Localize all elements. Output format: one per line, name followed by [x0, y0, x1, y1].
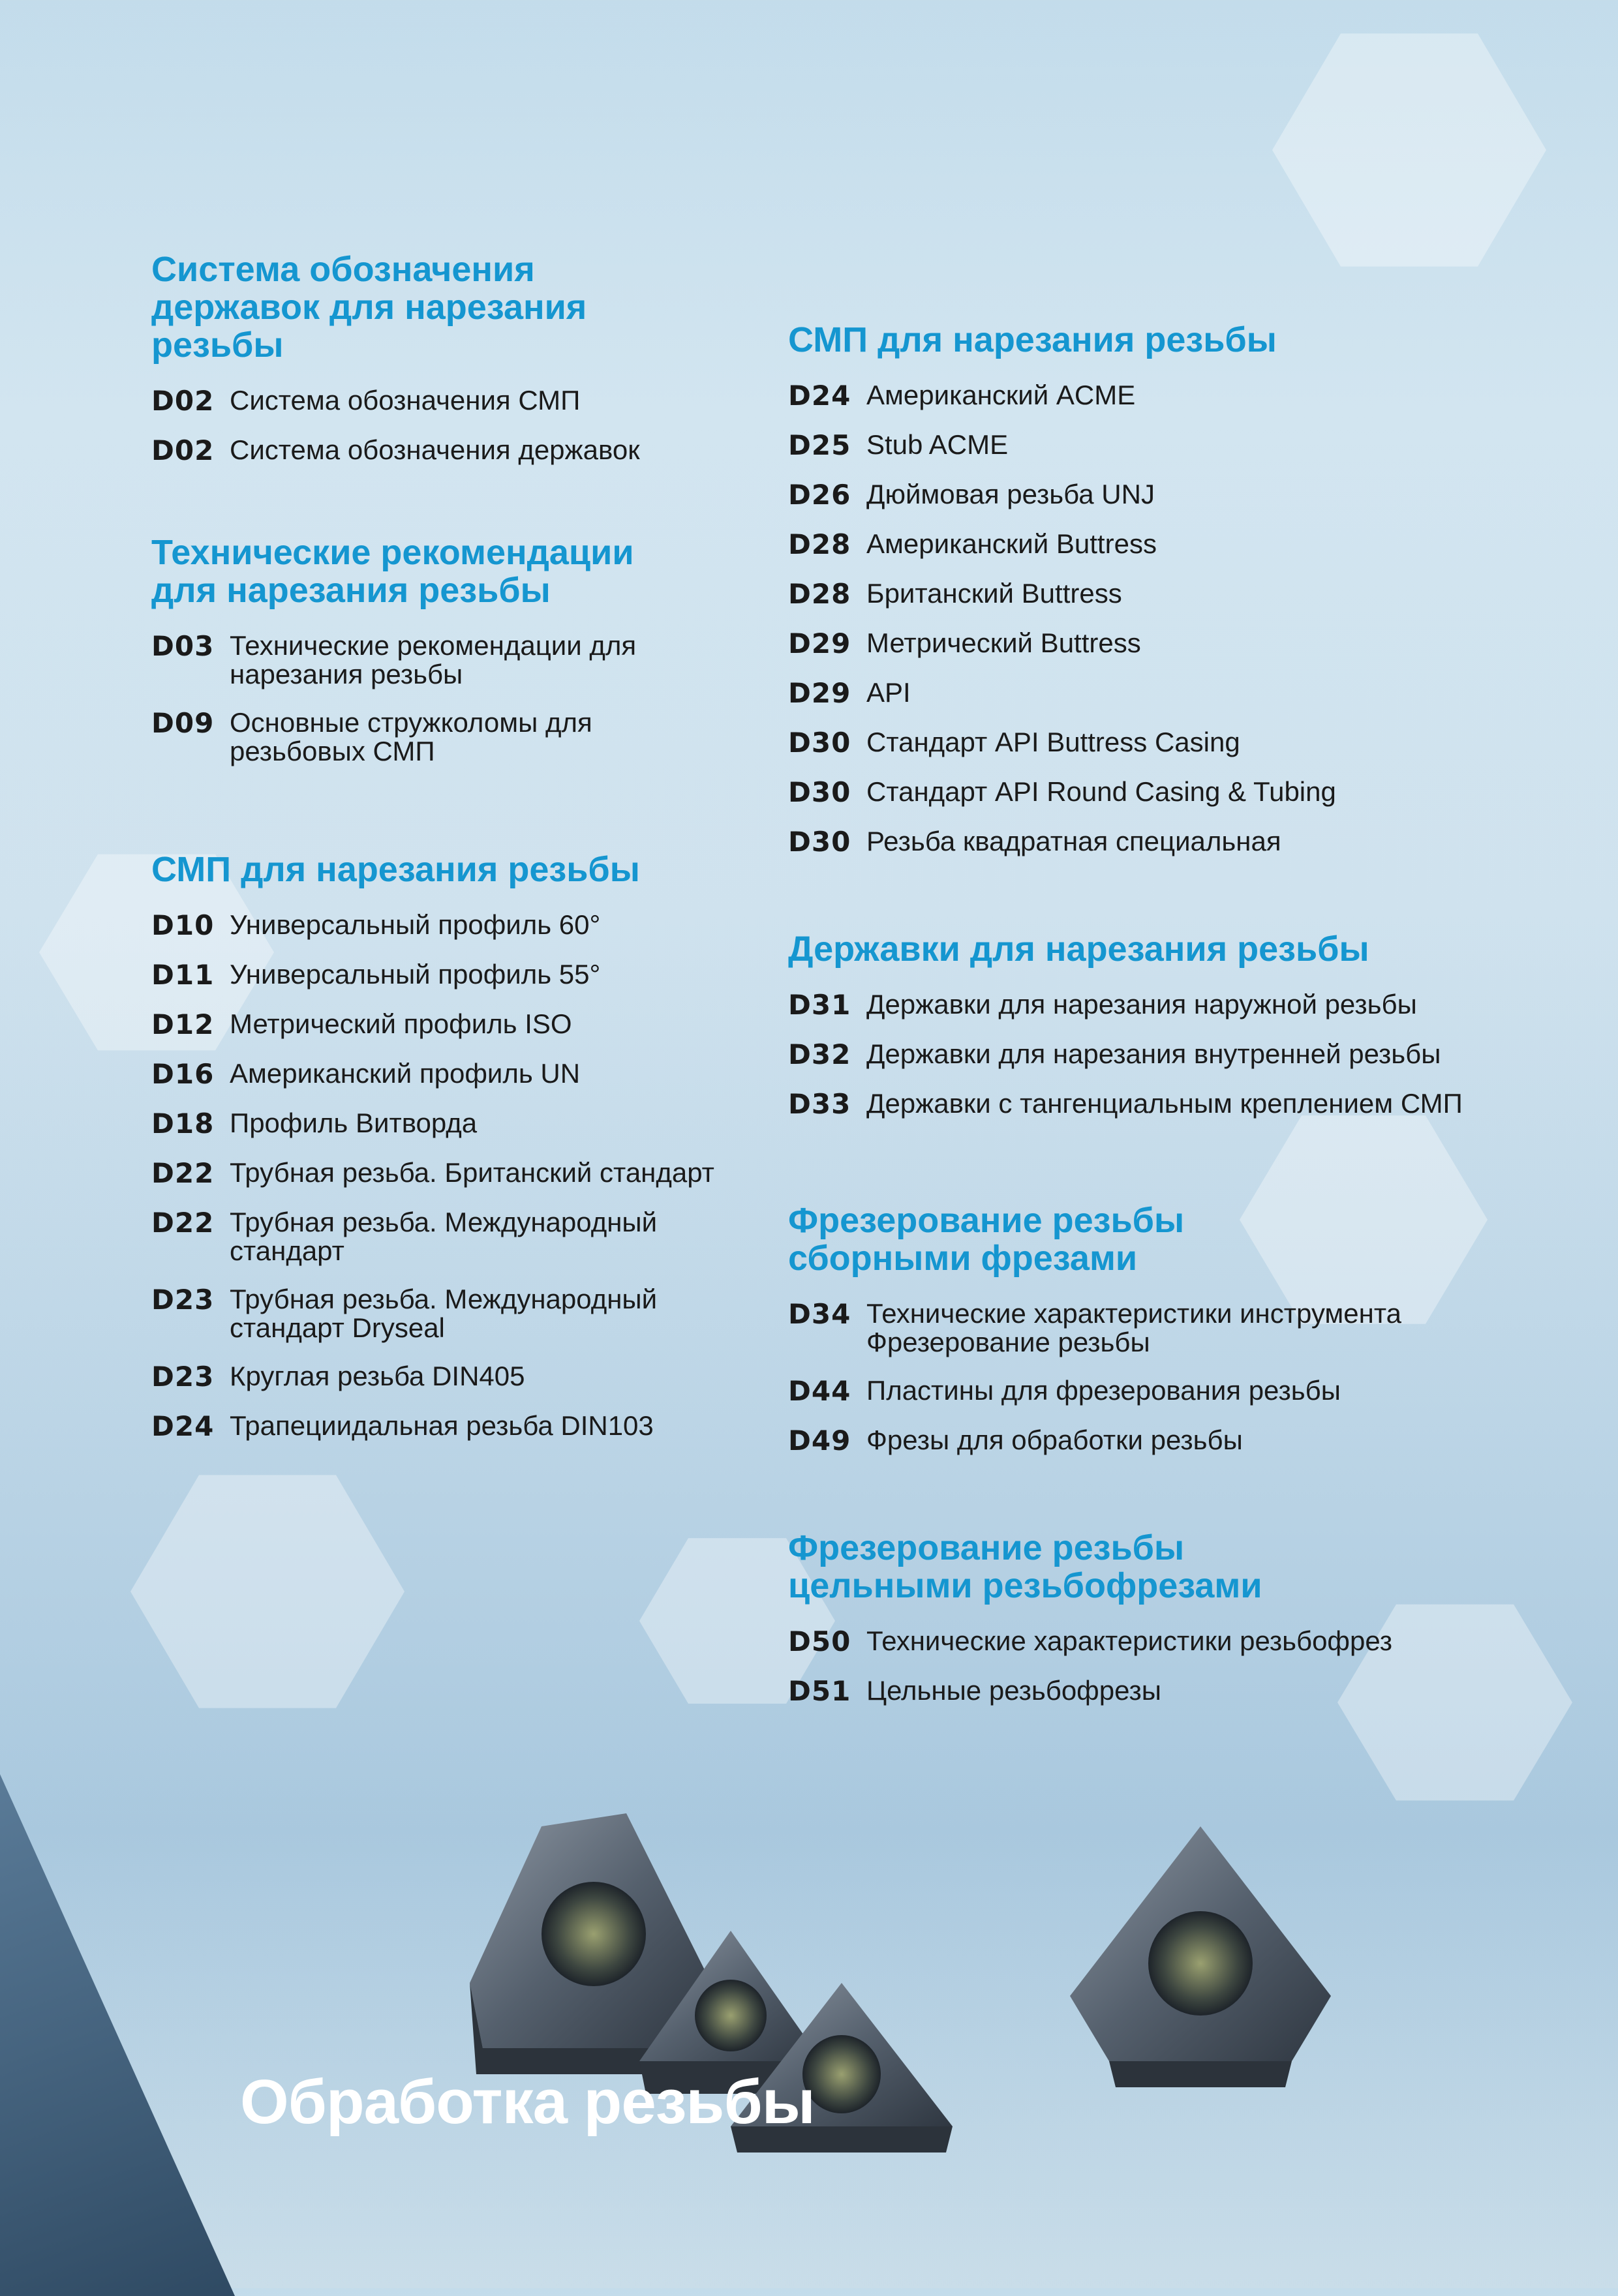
bokeh-shape	[1272, 26, 1546, 274]
entry-title: Американский профиль UN	[230, 1058, 581, 1089]
entry-title: Метрический Buttress	[866, 627, 1141, 658]
page-code: D11	[151, 959, 215, 991]
toc-entry[interactable]	[788, 728, 1493, 758]
section-heading: Технические рекомендации для нарезания резьбы	[151, 533, 634, 610]
page-code: D22	[151, 1207, 215, 1239]
page-code: D29	[788, 627, 851, 659]
page-code: D30	[788, 826, 851, 858]
page-code: D49	[788, 1425, 851, 1457]
section-heading: Державки для нарезания резьбы	[788, 929, 1369, 969]
page-code: D44	[788, 1375, 851, 1407]
toc-entry[interactable]	[788, 1426, 1571, 1456]
toc-entry[interactable]	[788, 1376, 1571, 1406]
entry-title: Технические рекомендации для нарезания резьбы	[230, 630, 637, 689]
toc-entry[interactable]	[151, 436, 856, 466]
page-code: D50	[788, 1625, 851, 1657]
page-code: D18	[151, 1108, 215, 1140]
entry-title: Фрезы для обработки резьбы	[866, 1425, 1243, 1455]
toc-entry[interactable]	[151, 911, 856, 941]
page-title: Обработка резьбы	[240, 2067, 815, 2137]
page-code: D12	[151, 1008, 215, 1040]
page-code: D30	[788, 776, 851, 808]
toc-entry[interactable]	[788, 629, 1493, 659]
entry-title: Державки с тангенциальным креплением СМП	[866, 1088, 1463, 1119]
entry-title: Цельные резьбофрезы	[866, 1675, 1161, 1706]
toc-entry[interactable]	[788, 1676, 1571, 1706]
toc-entry[interactable]	[151, 631, 856, 689]
toc-entry[interactable]	[151, 1412, 856, 1442]
page-code: D09	[151, 707, 215, 739]
section-tech-recommendations	[151, 534, 856, 785]
toc-entry[interactable]	[788, 990, 1571, 1020]
page-code: D25	[788, 429, 851, 461]
entry-title: Американский ACME	[866, 380, 1136, 410]
entry-title: Стандарт API Buttress Casing	[866, 727, 1240, 757]
entry-title: Технические характеристики резьбофрез	[866, 1625, 1393, 1656]
toc-entry[interactable]	[151, 1059, 856, 1089]
entry-title: Метрический профиль ISO	[230, 1008, 572, 1039]
section-heading: Фрезерование резьбы сборными фрезами	[788, 1201, 1185, 1278]
entry-title: Круглая резьба DIN405	[230, 1361, 525, 1391]
section-inserts-right	[788, 321, 1493, 877]
section-holder-designation	[151, 250, 856, 485]
toc-entry[interactable]	[788, 530, 1493, 560]
entry-title: Технические характеристики инструмента Фрезерование резьбы	[866, 1298, 1401, 1357]
toc-entry[interactable]	[151, 1285, 856, 1342]
page-code: D28	[788, 528, 851, 560]
entry-title: Трапециидальная резьба DIN103	[230, 1410, 654, 1441]
section-heading: Фрезерование резьбы цельными резьбофрезами	[788, 1528, 1262, 1605]
insert-right	[1070, 1826, 1331, 2087]
toc-entry[interactable]	[151, 386, 856, 416]
page-code: D03	[151, 630, 215, 662]
entry-title: Stub ACME	[866, 429, 1009, 460]
toc-entry[interactable]	[788, 381, 1493, 411]
page-code: D24	[151, 1410, 215, 1442]
page-code: D29	[788, 677, 851, 709]
page-code: D24	[788, 380, 851, 412]
toc-entry[interactable]	[788, 480, 1493, 510]
entry-title: Британский Buttress	[866, 578, 1122, 609]
toc-entry[interactable]	[788, 678, 1493, 708]
page-code: D33	[788, 1088, 851, 1120]
page-code: D02	[151, 434, 215, 466]
page-code: D34	[788, 1298, 851, 1330]
entry-title: Резьба квадратная специальная	[866, 826, 1281, 856]
entry-title: Дюймовая резьба UNJ	[866, 479, 1155, 509]
page-code: D02	[151, 385, 215, 417]
section-heading: Система обозначения державок для нарезания резьбы	[151, 250, 587, 365]
section-inserts-left	[151, 851, 856, 1461]
toc-entry[interactable]	[151, 1208, 856, 1265]
page-code: D26	[788, 479, 851, 511]
entry-title: Американский Buttress	[866, 528, 1157, 559]
page-code: D10	[151, 909, 215, 941]
page-code: D22	[151, 1157, 215, 1189]
toc-entry[interactable]	[151, 1362, 856, 1392]
toc-entry[interactable]	[788, 827, 1493, 857]
page-code: D30	[788, 727, 851, 759]
toc-entry[interactable]	[151, 1010, 856, 1040]
section-holders	[788, 930, 1571, 1139]
section-indexable-milling	[788, 1201, 1571, 1475]
entry-title: Трубная резьба. Международный стандарт	[230, 1207, 658, 1266]
toc-entry[interactable]	[788, 1040, 1571, 1070]
entry-title: Универсальный профиль 55°	[230, 959, 601, 989]
page-code: D51	[788, 1675, 851, 1707]
page-code: D23	[151, 1284, 215, 1316]
section-heading: СМП для нарезания резьбы	[151, 850, 640, 889]
toc-entry[interactable]	[151, 1109, 856, 1139]
page-code: D23	[151, 1361, 215, 1393]
toc-entry[interactable]	[788, 430, 1493, 461]
section-solid-milling	[788, 1529, 1571, 1726]
entry-title: Основные стружколомы для резьбовых СМП	[230, 707, 592, 766]
toc-entry[interactable]	[788, 778, 1493, 808]
entry-title: Стандарт API Round Casing & Tubing	[866, 776, 1336, 807]
entry-title: Пластины для фрезерования резьбы	[866, 1375, 1341, 1406]
toc-entry[interactable]	[788, 1627, 1571, 1657]
toc-entry[interactable]	[151, 1158, 856, 1188]
section-heading: СМП для нарезания резьбы	[788, 320, 1277, 359]
entry-title: Трубная резьба. Британский стандарт	[230, 1157, 714, 1188]
entry-title: Профиль Витворда	[230, 1108, 478, 1138]
entry-title: Державки для нарезания внутренней резьбы	[866, 1038, 1441, 1069]
entry-title: Система обозначения СМП	[230, 385, 581, 415]
entry-title: Державки для нарезания наружной резьбы	[866, 989, 1417, 1020]
toc-entry[interactable]	[788, 1089, 1571, 1119]
toc-entry[interactable]	[151, 960, 856, 990]
page-code: D16	[151, 1058, 215, 1090]
entry-title: Трубная резьба. Международный стандарт Dryseal	[230, 1284, 658, 1343]
toc-entry[interactable]	[151, 708, 856, 766]
toc-entry[interactable]	[788, 579, 1493, 609]
page-code: D31	[788, 989, 851, 1021]
page-code: D32	[788, 1038, 851, 1070]
entry-title: Универсальный профиль 60°	[230, 909, 601, 940]
entry-title: API	[866, 677, 911, 708]
bokeh-shape	[130, 1468, 404, 1715]
entry-title: Система обозначения державок	[230, 434, 640, 465]
toc-entry[interactable]	[788, 1299, 1571, 1357]
page-code: D28	[788, 578, 851, 610]
background-stripe	[0, 1774, 235, 2296]
